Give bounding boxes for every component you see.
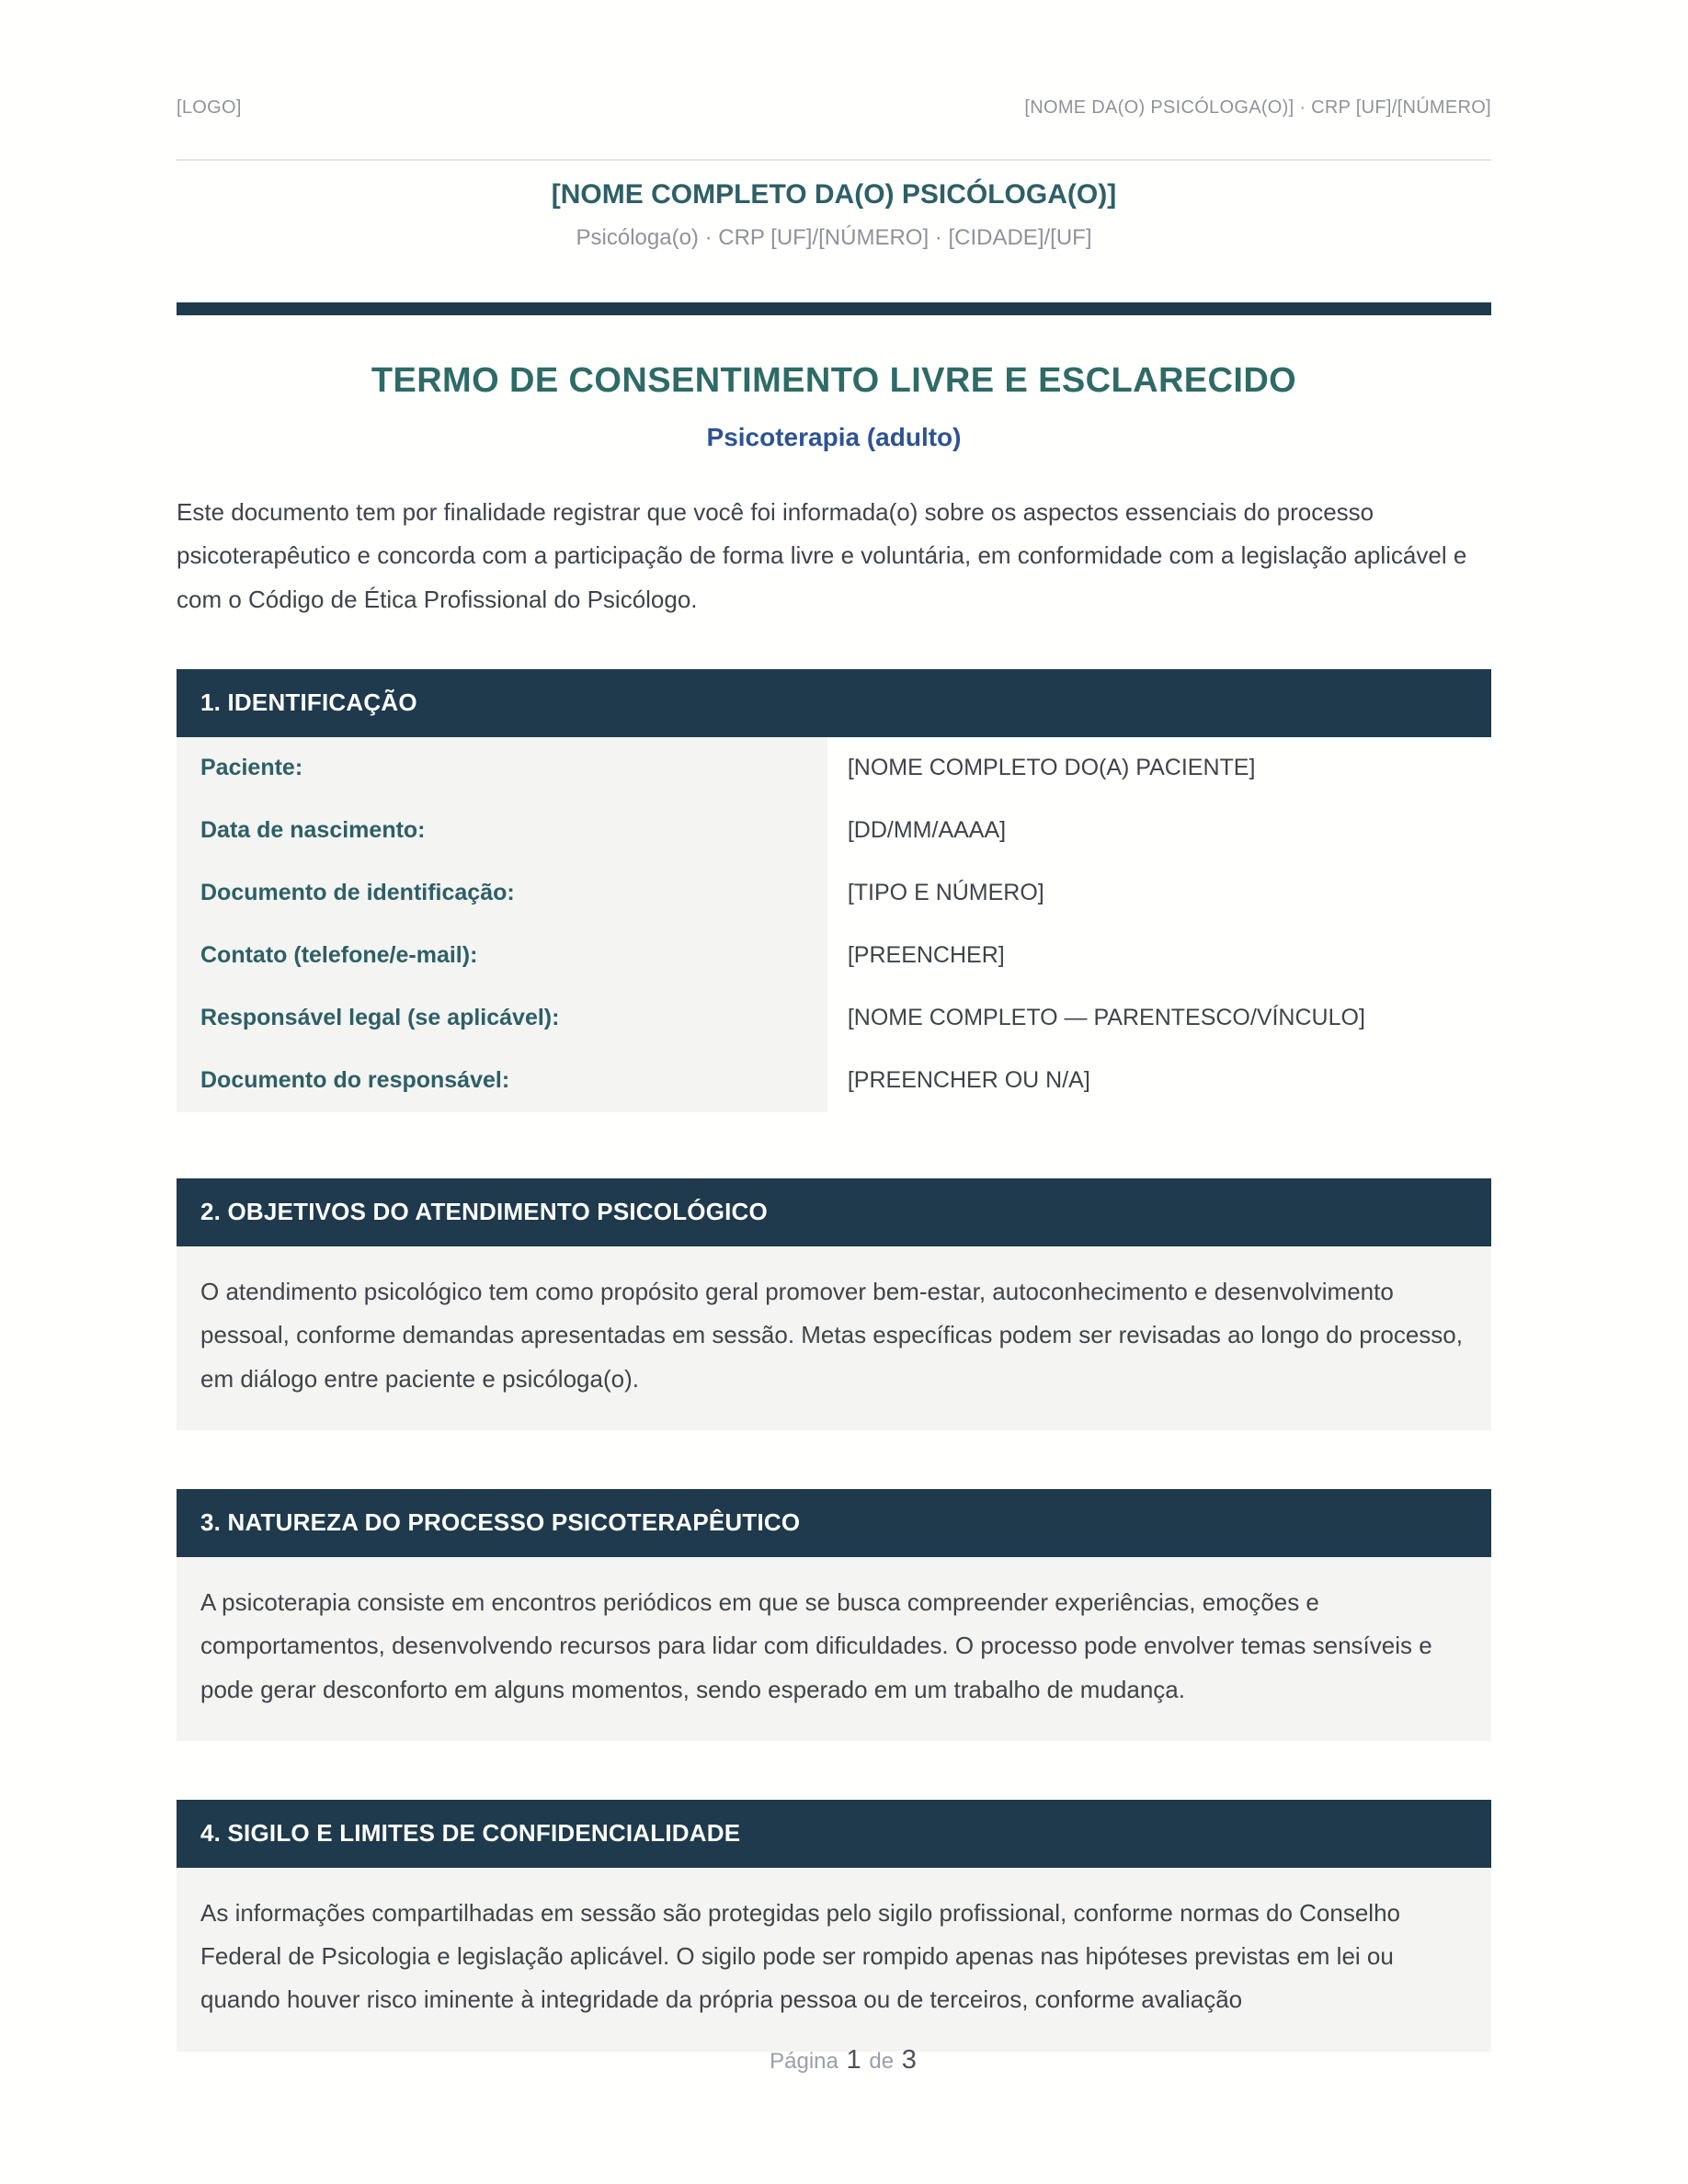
table-row bbox=[177, 925, 1491, 987]
table-row bbox=[177, 862, 1491, 925]
footer-current-page: 1 bbox=[846, 2045, 861, 2075]
table-row bbox=[177, 987, 1491, 1050]
page-content bbox=[177, 0, 1491, 2052]
section-sigilo bbox=[177, 1800, 1491, 2052]
row-label-contato: Contato (telefone/e-mail): bbox=[177, 925, 827, 987]
section-objetivos-body: O atendimento psicológico tem como propósito geral promover bem-estar, autoconhecimento e desenvolvimento pessoal, conforme demandas apresentadas em sessão. Metas específicas podem ser revisadas ao longo do processo, em diálogo entre paciente e psicóloga(o). bbox=[177, 1246, 1491, 1430]
professional-credentials: Psicóloga(o) · CRP [UF]/[NÚMERO] · [CIDADE]/[UF] bbox=[576, 225, 1092, 250]
row-value-documento-responsavel: [PREENCHER OU N/A] bbox=[827, 1050, 1491, 1112]
title-divider-bar bbox=[177, 302, 1491, 315]
row-value-contato: [PREENCHER] bbox=[827, 925, 1491, 987]
page-footer bbox=[0, 2045, 1688, 2076]
row-label-documento-responsavel: Documento do responsável: bbox=[177, 1050, 827, 1112]
identification-table bbox=[177, 737, 1491, 1112]
section-identification-header: 1. IDENTIFICAÇÃO bbox=[177, 669, 1491, 737]
row-label-documento-identificacao: Documento de identificação: bbox=[177, 862, 827, 925]
row-value-responsavel-legal: [NOME COMPLETO — PARENTESCO/VÍNCULO] bbox=[827, 987, 1491, 1050]
footer-of-label: de bbox=[869, 2049, 895, 2074]
row-value-data-nascimento: [DD/MM/AAAA] bbox=[827, 800, 1491, 862]
section-natureza bbox=[177, 1489, 1491, 1741]
section-natureza-body: A psicoterapia consiste em encontros periódicos em que se busca compreender experiências, emoções e comportamentos, desenvolvendo recursos para lidar com dificuldades. O processo pode envolver temas sensíveis e pode gerar desconforto em alguns momentos, sendo esperado em um trabalho de mudança. bbox=[177, 1557, 1491, 1741]
row-label-paciente: Paciente: bbox=[177, 737, 827, 800]
section-sigilo-body: As informações compartilhadas em sessão são protegidas pelo sigilo profissional, conforme normas do Conselho Federal de Psicologia e legislação aplicável. O sigilo pode ser rompido apenas nas hipóteses previstas em lei ou quando houver risco iminente à integridade da própria pessoa ou de terceiros, conforme avaliação bbox=[177, 1868, 1491, 2052]
logo-placeholder: [LOGO] bbox=[177, 97, 242, 118]
running-header-professional-line: [NOME DA(O) PSICÓLOGA(O)] · CRP [UF]/[NÚMERO] bbox=[1024, 97, 1491, 118]
document-title: TERMO DE CONSENTIMENTO LIVRE E ESCLARECIDO bbox=[371, 361, 1297, 400]
professional-name: [NOME COMPLETO DA(O) PSICÓLOGA(O)] bbox=[551, 179, 1117, 210]
row-value-documento-identificacao: [TIPO E NÚMERO] bbox=[827, 862, 1491, 925]
intro-paragraph: Este documento tem por finalidade registrar que você foi informada(o) sobre os aspectos essenciais do processo psicoterapêutico e concorda com a participação de forma livre e voluntária, em conformidade com a legislação aplicável e com o Código de Ética Profissional do Psicólogo. bbox=[177, 498, 1467, 613]
footer-page-label: Página bbox=[770, 2049, 838, 2074]
section-objetivos-header: 2. OBJETIVOS DO ATENDIMENTO PSICOLÓGICO bbox=[177, 1178, 1491, 1246]
section-natureza-header: 3. NATUREZA DO PROCESSO PSICOTERAPÊUTICO bbox=[177, 1489, 1491, 1557]
table-row bbox=[177, 800, 1491, 862]
row-value-paciente: [NOME COMPLETO DO(A) PACIENTE] bbox=[827, 737, 1491, 800]
section-sigilo-header: 4. SIGILO E LIMITES DE CONFIDENCIALIDADE bbox=[177, 1800, 1491, 1868]
section-objetivos bbox=[177, 1178, 1491, 1430]
header-divider-rule bbox=[177, 159, 1491, 161]
running-header bbox=[177, 0, 1491, 119]
footer-total-pages: 3 bbox=[901, 2045, 917, 2075]
row-label-responsavel-legal: Responsável legal (se aplicável): bbox=[177, 987, 827, 1050]
document-subtitle: Psicoterapia (adulto) bbox=[706, 423, 962, 451]
table-row bbox=[177, 737, 1491, 800]
section-identification bbox=[177, 669, 1491, 1112]
table-row bbox=[177, 1050, 1491, 1112]
row-label-data-nascimento: Data de nascimento: bbox=[177, 800, 827, 862]
